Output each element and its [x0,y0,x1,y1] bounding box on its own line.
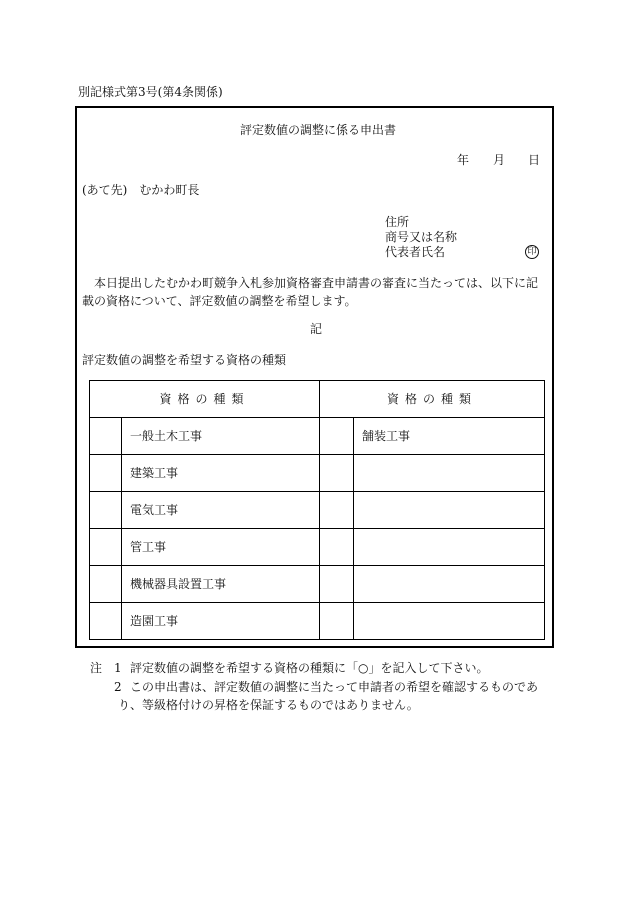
representative-label: 代表者氏名 [385,245,446,259]
mark-cell[interactable] [90,492,122,529]
form-title: 評定数値の調整に係る申出書 [240,123,397,137]
ki-label: 記 [310,322,323,336]
table-row [90,603,545,640]
category-name [354,603,545,640]
mark-cell[interactable] [90,418,122,455]
category-name [354,529,545,566]
date-year: 年 [457,153,470,167]
section-heading: 評定数値の調整を希望する資格の種類 [82,353,287,367]
category-name: 舗装工事 [354,418,545,455]
note-2-number: 2 [114,680,122,694]
note-1-text: 評定数値の調整を希望する資格の種類に「○」を記入して下さい。 [130,661,489,675]
note-2-text: この申出書は、評定数値の調整に当たって申請者の希望を確認するものであり、等級格付けの昇格を保証するものではありません。 [118,680,539,712]
category-name [354,492,545,529]
body-text: 本日提出したむかわ町競争入札参加資格審査申請書の審査に当たっては、以下に記載の資格について、評定数値の調整を希望します。 [82,276,539,308]
table-row [90,455,545,492]
category-name: 造園工事 [122,603,320,640]
table-header-row [90,381,545,418]
category-name: 建築工事 [122,455,320,492]
mark-cell[interactable] [320,418,354,455]
table-row [90,566,545,603]
mark-cell[interactable] [320,529,354,566]
note-1-number: 1 [114,661,122,675]
address-label: 住所 [385,215,410,229]
mark-cell[interactable] [90,603,122,640]
mark-cell[interactable] [320,603,354,640]
mark-cell[interactable] [90,455,122,492]
mark-cell[interactable] [320,492,354,529]
category-name [354,455,545,492]
category-name [354,566,545,603]
seal-icon: 印 [525,245,539,259]
category-table [89,380,545,640]
header-left: 資格の種類 [90,381,320,418]
category-name: 一般土木工事 [122,418,320,455]
category-name: 電気工事 [122,492,320,529]
table-row [90,492,545,529]
date-month: 月 [493,153,506,167]
company-label: 商号又は名称 [385,230,458,244]
mark-cell[interactable] [320,455,354,492]
addressee: (あて先) むかわ町長 [82,183,200,197]
table-row [90,418,545,455]
category-name: 機械器具設置工事 [122,566,320,603]
category-name: 管工事 [122,529,320,566]
form-number: 別記様式第3号(第4条関係) [78,85,223,99]
mark-cell[interactable] [90,566,122,603]
header-right: 資格の種類 [320,381,545,418]
mark-cell[interactable] [320,566,354,603]
notes-label: 注 [90,661,103,675]
table-row [90,529,545,566]
mark-cell[interactable] [90,529,122,566]
date-day: 日 [528,153,541,167]
